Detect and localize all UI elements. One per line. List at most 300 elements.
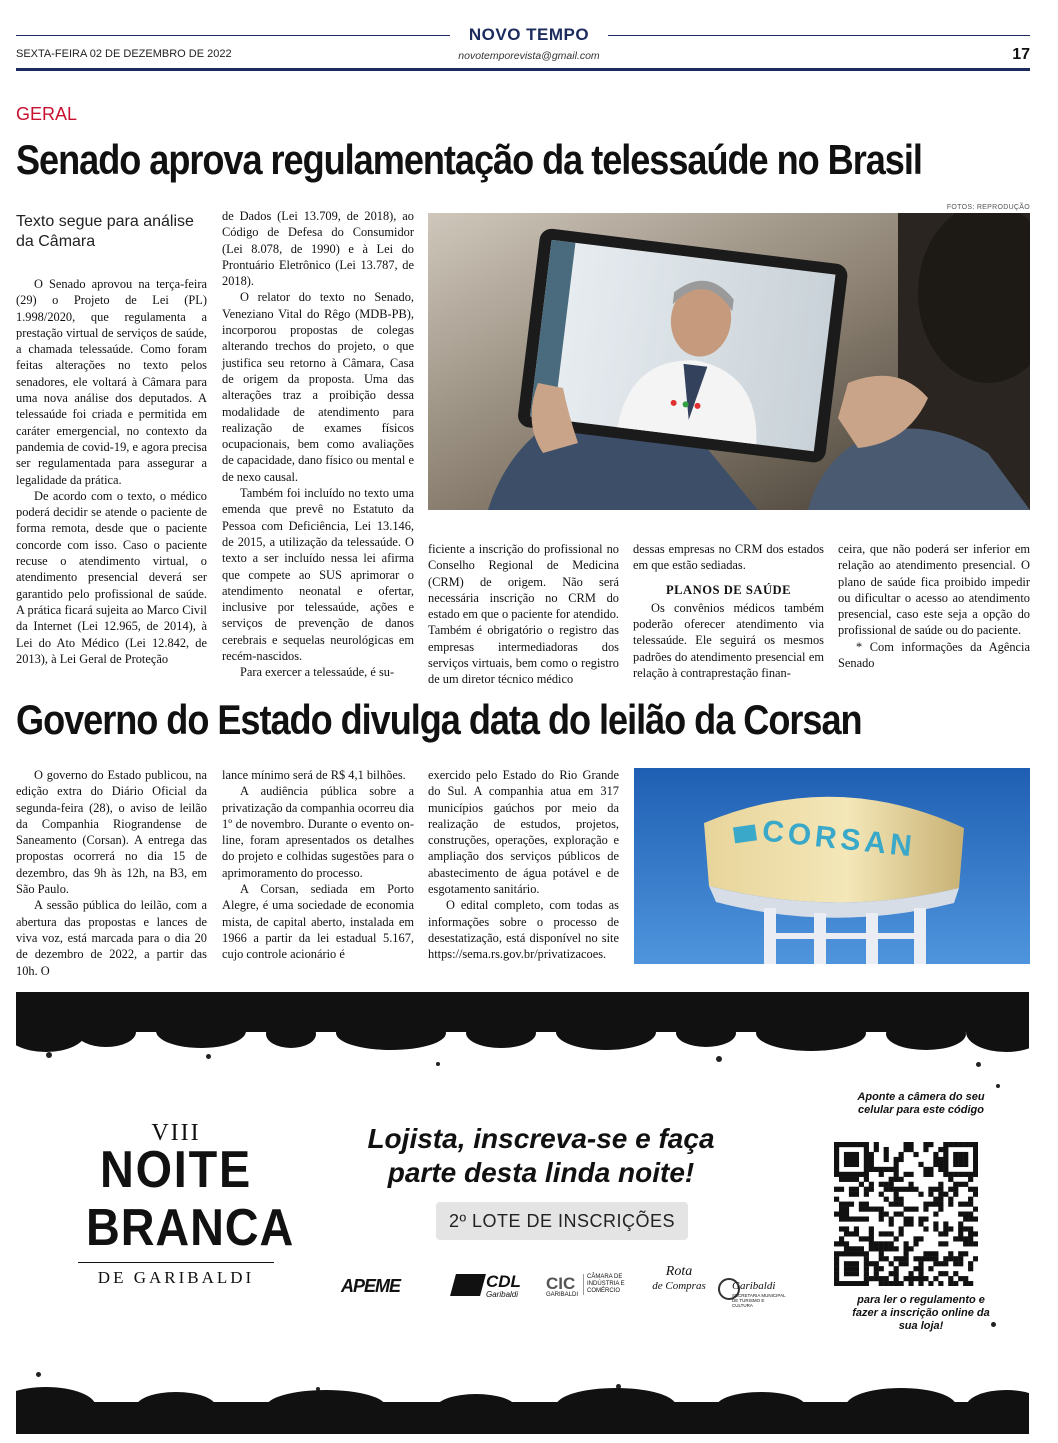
qr-module bbox=[933, 1162, 938, 1167]
qr-module bbox=[879, 1246, 884, 1251]
telehealth-illustration bbox=[428, 213, 1030, 510]
qr-module bbox=[938, 1167, 943, 1172]
paragraph: Também foi incluído no texto uma emenda que prevê no Estatuto da Pessoa com Deficiência, Lei 13.146, de 2015, a utilização da telessaúde. O texto a ser incluído nessa lei afirma que compete ao SUS aprimorar o atendimento neonatal e ofertar, inclusive por telessaúde, ações e serviços de prevenção de danos cerebrais e sequelas neurológicas em recém-nascidos. bbox=[222, 486, 414, 664]
qr-module bbox=[958, 1182, 963, 1187]
qr-module bbox=[884, 1276, 889, 1281]
qr-module bbox=[963, 1142, 968, 1147]
article2-column-3 bbox=[428, 767, 619, 963]
qr-module bbox=[839, 1207, 844, 1212]
qr-module bbox=[869, 1261, 874, 1266]
qr-module bbox=[938, 1207, 943, 1212]
qr-module bbox=[973, 1187, 978, 1192]
qr-module bbox=[859, 1207, 864, 1212]
qr-module bbox=[874, 1167, 879, 1172]
qr-module bbox=[854, 1177, 859, 1182]
qr-module bbox=[938, 1241, 943, 1246]
qr-module bbox=[834, 1152, 839, 1157]
qr-module bbox=[869, 1276, 874, 1281]
qr-module bbox=[923, 1276, 928, 1281]
qr-module bbox=[923, 1207, 928, 1212]
qr-module bbox=[844, 1271, 849, 1276]
qr-module bbox=[834, 1162, 839, 1167]
qr-module bbox=[859, 1172, 864, 1177]
corsan-tower-photo bbox=[634, 768, 1030, 964]
qr-module bbox=[899, 1202, 904, 1207]
qr-code[interactable] bbox=[834, 1142, 978, 1286]
paragraph: O Senado aprovou na terça-feira (29) o Projeto de Lei (PL) 1.998/2020, que regulamenta a prestação virtual de serviços de saúde, a chamada telessaúde. Como foram feitas alterações no texto pelos senadores, ele voltará à Câmara para uma nova análise dos deputados. A telessaúde foi criada e permitida em caráter emergencial, no contexto da pandemia de covid-19, e agora precisa ser regulamentada para assegurar a legalidade da prática. bbox=[16, 277, 207, 487]
paragraph: lance mínimo será de R$ 4,1 bilhões. bbox=[222, 768, 406, 782]
qr-module bbox=[869, 1207, 874, 1212]
qr-module bbox=[928, 1192, 933, 1197]
qr-module bbox=[923, 1251, 928, 1256]
qr-module bbox=[844, 1241, 849, 1246]
qr-module bbox=[879, 1281, 884, 1286]
qr-module bbox=[948, 1177, 953, 1182]
paragraph: de Dados (Lei 13.709, de 2018), ao Código de Defesa do Consumidor (Lei 8.078, de 1990) e à Lei do Prontuário Eletrônico (Lei 13.787, de 2018). bbox=[222, 209, 414, 289]
masthead-title: NOVO TEMPO bbox=[468, 25, 590, 44]
qr-module bbox=[958, 1172, 963, 1177]
qr-module bbox=[879, 1212, 884, 1217]
qr-module bbox=[943, 1231, 948, 1236]
qr-module bbox=[894, 1162, 899, 1167]
sponsor-cdl-sub: Garibaldi bbox=[486, 1290, 519, 1299]
qr-module bbox=[834, 1212, 839, 1217]
qr-module bbox=[908, 1221, 913, 1226]
qr-module bbox=[968, 1241, 973, 1246]
sponsor-garibaldi-sub: SECRETARIA MUNICIPAL DE TURISMO E CULTURA bbox=[732, 1293, 786, 1308]
qr-module bbox=[849, 1187, 854, 1192]
qr-module bbox=[854, 1261, 859, 1266]
qr-module bbox=[968, 1266, 973, 1271]
ink-blob bbox=[136, 1392, 216, 1422]
qr-module bbox=[968, 1177, 973, 1182]
ink-blob bbox=[676, 1019, 736, 1047]
qr-module bbox=[918, 1266, 923, 1271]
qr-module bbox=[958, 1152, 963, 1157]
qr-module bbox=[869, 1157, 874, 1162]
qr-module bbox=[834, 1281, 839, 1286]
qr-module bbox=[928, 1172, 933, 1177]
qr-module bbox=[879, 1241, 884, 1246]
qr-module bbox=[854, 1266, 859, 1271]
qr-module bbox=[884, 1212, 889, 1217]
qr-module bbox=[904, 1261, 909, 1266]
qr-module bbox=[849, 1152, 854, 1157]
qr-module bbox=[844, 1202, 849, 1207]
qr-module bbox=[864, 1281, 869, 1286]
qr-module bbox=[874, 1246, 879, 1251]
cdl-logo-icon bbox=[450, 1274, 486, 1296]
qr-module bbox=[849, 1192, 854, 1197]
qr-module bbox=[849, 1231, 854, 1236]
qr-module bbox=[973, 1142, 978, 1147]
article2-headline: Governo do Estado divulga data do leilão da Corsan bbox=[16, 696, 862, 743]
qr-module bbox=[933, 1152, 938, 1157]
qr-module bbox=[834, 1187, 839, 1192]
qr-module bbox=[963, 1236, 968, 1241]
ink-blob bbox=[556, 1388, 676, 1424]
qr-module bbox=[884, 1167, 889, 1172]
qr-module bbox=[908, 1246, 913, 1251]
qr-module bbox=[859, 1142, 864, 1147]
article1-headline: Senado aprova regulamentação da telessaúde no Brasil bbox=[16, 136, 922, 183]
ink-dot bbox=[436, 1062, 440, 1066]
qr-module bbox=[874, 1266, 879, 1271]
qr-module bbox=[953, 1236, 958, 1241]
qr-module bbox=[958, 1221, 963, 1226]
qr-module bbox=[933, 1276, 938, 1281]
qr-module bbox=[943, 1152, 948, 1157]
qr-module bbox=[968, 1281, 973, 1286]
qr-module bbox=[864, 1261, 869, 1266]
qr-module bbox=[948, 1226, 953, 1231]
qr-module bbox=[894, 1281, 899, 1286]
paragraph: A sessão pública do leilão, com a abertura das propostas e lances de viva voz, está marcada para o dia 20 de dezembro de 2022, a partir das 10h. O bbox=[16, 898, 207, 978]
qr-module bbox=[884, 1152, 889, 1157]
qr-module bbox=[963, 1241, 968, 1246]
subheading-planos: PLANOS DE SAÚDE bbox=[665, 582, 792, 597]
qr-module bbox=[973, 1231, 978, 1236]
qr-module bbox=[968, 1202, 973, 1207]
qr-module bbox=[854, 1157, 859, 1162]
event-edition: VIII bbox=[151, 1120, 201, 1146]
qr-module bbox=[923, 1172, 928, 1177]
qr-module bbox=[839, 1202, 844, 1207]
qr-module bbox=[958, 1256, 963, 1261]
qr-module bbox=[958, 1251, 963, 1256]
qr-module bbox=[839, 1172, 844, 1177]
qr-module bbox=[894, 1157, 899, 1162]
qr-module bbox=[968, 1197, 973, 1202]
qr-module bbox=[859, 1182, 864, 1187]
qr-module bbox=[963, 1226, 968, 1231]
qr-module bbox=[948, 1172, 953, 1177]
advertisement-noite-branca[interactable] bbox=[16, 992, 1029, 1434]
corsan-logo-text: CORSAN bbox=[760, 814, 918, 864]
qr-module bbox=[834, 1266, 839, 1271]
qr-module bbox=[854, 1152, 859, 1157]
qr-module bbox=[963, 1251, 968, 1256]
qr-module bbox=[864, 1172, 869, 1177]
qr-module bbox=[968, 1226, 973, 1231]
section-label: GERAL bbox=[16, 104, 78, 124]
qr-module bbox=[899, 1177, 904, 1182]
qr-module bbox=[904, 1256, 909, 1261]
paragraph: A audiência pública sobre a privatização da companhia ocorreu dia 1º de novembro. Durante o evento on-line, foram apresentados os detalhes do projeto e colhidas sugestões para o aprimoramento do processo. bbox=[222, 784, 414, 880]
qr-module bbox=[904, 1147, 909, 1152]
qr-module bbox=[864, 1266, 869, 1271]
qr-module bbox=[908, 1182, 913, 1187]
qr-module bbox=[884, 1281, 889, 1286]
qr-module bbox=[933, 1256, 938, 1261]
qr-module bbox=[864, 1256, 869, 1261]
qr-module bbox=[923, 1256, 928, 1261]
sponsor-garibaldi: Garibaldi bbox=[732, 1280, 776, 1292]
qr-module bbox=[899, 1261, 904, 1266]
qr-module bbox=[834, 1271, 839, 1276]
qr-module bbox=[973, 1207, 978, 1212]
qr-module bbox=[864, 1167, 869, 1172]
event-title-line1: NOITE bbox=[99, 1141, 253, 1199]
qr-module bbox=[958, 1261, 963, 1266]
paragraph: O edital completo, com todas as informações sobre o processo de desestatização, está disponível no site https://sema.rs.gov.br/privatizacoes. bbox=[428, 898, 619, 962]
qr-module bbox=[948, 1202, 953, 1207]
qr-module bbox=[904, 1172, 909, 1177]
ink-blob bbox=[156, 1014, 246, 1048]
qr-module bbox=[963, 1152, 968, 1157]
qr-module bbox=[948, 1197, 953, 1202]
article2-column-1 bbox=[16, 767, 207, 979]
qr-module bbox=[839, 1236, 844, 1241]
qr-module bbox=[854, 1246, 859, 1251]
qr-module bbox=[913, 1266, 918, 1271]
issue-date: SEXTA-FEIRA 02 DE DEZEMBRO DE 2022 bbox=[16, 48, 232, 60]
paragraph: O relator do texto no Senado, Veneziano Vital do Rêgo (MDB-PB), incorporou propostas de colegas alterando trechos do projeto, o que justifica seu retorno à Câmara, Casa de origem da proposta. Uma das alterações traz a proibição dessa modalidade de atendimento para realização de exames físicos ocupacionais, bem como avaliações de capacidade, dano físico ou mental e de nexo causal. bbox=[222, 290, 414, 484]
qr-module bbox=[973, 1152, 978, 1157]
ink-blob bbox=[756, 1015, 866, 1051]
qr-module bbox=[963, 1182, 968, 1187]
qr-module bbox=[894, 1187, 899, 1192]
qr-module bbox=[918, 1256, 923, 1261]
qr-module bbox=[968, 1142, 973, 1147]
qr-module bbox=[874, 1207, 879, 1212]
qr-module bbox=[864, 1271, 869, 1276]
qr-module bbox=[844, 1152, 849, 1157]
qr-module bbox=[844, 1212, 849, 1217]
qr-module bbox=[844, 1162, 849, 1167]
qr-module bbox=[894, 1266, 899, 1271]
qr-module bbox=[869, 1152, 874, 1157]
qr-module bbox=[904, 1246, 909, 1251]
qr-module bbox=[943, 1226, 948, 1231]
qr-module bbox=[854, 1226, 859, 1231]
qr-module bbox=[864, 1276, 869, 1281]
qr-module bbox=[963, 1212, 968, 1217]
ink-blob bbox=[886, 1018, 966, 1050]
qr-module bbox=[958, 1231, 963, 1236]
ad-slogan bbox=[346, 1122, 736, 1190]
qr-module bbox=[844, 1172, 849, 1177]
qr-module bbox=[904, 1251, 909, 1256]
qr-module bbox=[864, 1207, 869, 1212]
qr-module bbox=[973, 1167, 978, 1172]
qr-module bbox=[938, 1162, 943, 1167]
qr-module bbox=[958, 1162, 963, 1167]
qr-module bbox=[834, 1157, 839, 1162]
qr-module bbox=[973, 1147, 978, 1152]
qr-module bbox=[889, 1231, 894, 1236]
qr-module bbox=[933, 1197, 938, 1202]
sponsor-cic-sub: GARIBALDI bbox=[546, 1292, 579, 1298]
qr-module bbox=[874, 1142, 879, 1147]
qr-module bbox=[973, 1172, 978, 1177]
qr-module bbox=[938, 1202, 943, 1207]
qr-module bbox=[908, 1281, 913, 1286]
qr-module bbox=[844, 1231, 849, 1236]
qr-module bbox=[943, 1172, 948, 1177]
qr-module bbox=[879, 1276, 884, 1281]
qr-module bbox=[968, 1261, 973, 1266]
qr-module bbox=[859, 1202, 864, 1207]
qr-module bbox=[889, 1271, 894, 1276]
qr-module bbox=[864, 1147, 869, 1152]
qr-module bbox=[968, 1231, 973, 1236]
ad-slogan-line2: parte desta linda noite! bbox=[387, 1157, 695, 1188]
qr-module bbox=[953, 1142, 958, 1147]
ink-dot bbox=[976, 1062, 981, 1067]
qr-module bbox=[918, 1261, 923, 1266]
qr-module bbox=[874, 1261, 879, 1266]
qr-module bbox=[894, 1197, 899, 1202]
qr-module bbox=[943, 1157, 948, 1162]
article1-subhead: Texto segue para análise da Câmara bbox=[16, 213, 194, 250]
qr-module bbox=[894, 1276, 899, 1281]
event-title-line2: BRANCA bbox=[86, 1199, 295, 1257]
qr-module bbox=[953, 1172, 958, 1177]
qr-module bbox=[923, 1147, 928, 1152]
qr-module bbox=[904, 1142, 909, 1147]
qr-module bbox=[894, 1192, 899, 1197]
qr-module bbox=[854, 1192, 859, 1197]
qr-module bbox=[938, 1271, 943, 1276]
qr-module bbox=[854, 1251, 859, 1256]
qr-module bbox=[973, 1157, 978, 1162]
qr-module bbox=[933, 1202, 938, 1207]
qr-module bbox=[834, 1197, 839, 1202]
qr-module bbox=[854, 1271, 859, 1276]
qr-module bbox=[834, 1251, 839, 1256]
qr-module bbox=[968, 1212, 973, 1217]
qr-module bbox=[884, 1197, 889, 1202]
qr-module bbox=[844, 1216, 849, 1221]
qr-module bbox=[849, 1216, 854, 1221]
ink-blob bbox=[466, 1018, 536, 1048]
qr-module bbox=[899, 1256, 904, 1261]
qr-module bbox=[904, 1241, 909, 1246]
qr-module bbox=[864, 1157, 869, 1162]
qr-module bbox=[864, 1216, 869, 1221]
qr-module bbox=[958, 1157, 963, 1162]
lote-badge[interactable]: 2º LOTE DE INSCRIÇÕES bbox=[436, 1202, 688, 1240]
qr-module bbox=[928, 1251, 933, 1256]
qr-module bbox=[904, 1221, 909, 1226]
qr-module bbox=[958, 1226, 963, 1231]
qr-module bbox=[839, 1212, 844, 1217]
qr-module bbox=[933, 1212, 938, 1217]
qr-module bbox=[874, 1241, 879, 1246]
qr-module bbox=[864, 1251, 869, 1256]
qr-module bbox=[923, 1167, 928, 1172]
qr-module bbox=[938, 1197, 943, 1202]
qr-module bbox=[913, 1152, 918, 1157]
qr-module bbox=[879, 1192, 884, 1197]
qr-module bbox=[839, 1251, 844, 1256]
qr-module bbox=[968, 1236, 973, 1241]
qr-module bbox=[854, 1187, 859, 1192]
qr-module bbox=[869, 1182, 874, 1187]
qr-module bbox=[958, 1142, 963, 1147]
qr-module bbox=[854, 1142, 859, 1147]
qr-module bbox=[849, 1142, 854, 1147]
qr-module bbox=[844, 1281, 849, 1286]
qr-module bbox=[894, 1246, 899, 1251]
qr-instruction-bottom: para ler o regulamento e fazer a inscrição online da sua loja! bbox=[852, 1294, 990, 1332]
qr-module bbox=[834, 1172, 839, 1177]
qr-module bbox=[844, 1157, 849, 1162]
qr-module bbox=[908, 1187, 913, 1192]
qr-module bbox=[948, 1187, 953, 1192]
qr-module bbox=[953, 1281, 958, 1286]
qr-module bbox=[844, 1266, 849, 1271]
qr-module bbox=[943, 1167, 948, 1172]
qr-module bbox=[923, 1226, 928, 1231]
qr-module bbox=[874, 1271, 879, 1276]
qr-module bbox=[948, 1276, 953, 1281]
qr-module bbox=[973, 1256, 978, 1261]
qr-module bbox=[849, 1246, 854, 1251]
qr-module bbox=[963, 1157, 968, 1162]
qr-module bbox=[849, 1202, 854, 1207]
qr-module bbox=[844, 1177, 849, 1182]
qr-module bbox=[869, 1187, 874, 1192]
qr-module bbox=[889, 1216, 894, 1221]
qr-module bbox=[879, 1231, 884, 1236]
qr-code-graphic[interactable] bbox=[834, 1142, 978, 1286]
qr-module bbox=[943, 1221, 948, 1226]
qr-module bbox=[899, 1157, 904, 1162]
ink-blob bbox=[716, 1392, 806, 1422]
qr-module bbox=[913, 1256, 918, 1261]
qr-module bbox=[844, 1261, 849, 1266]
qr-module bbox=[849, 1162, 854, 1167]
qr-module bbox=[884, 1157, 889, 1162]
qr-module bbox=[953, 1256, 958, 1261]
qr-module bbox=[908, 1142, 913, 1147]
qr-module bbox=[908, 1172, 913, 1177]
qr-module bbox=[938, 1231, 943, 1236]
qr-module bbox=[839, 1177, 844, 1182]
qr-module bbox=[968, 1216, 973, 1221]
qr-module bbox=[894, 1256, 899, 1261]
qr-module bbox=[864, 1152, 869, 1157]
qr-module bbox=[884, 1241, 889, 1246]
qr-module bbox=[889, 1187, 894, 1192]
ink-blob bbox=[266, 1020, 316, 1048]
qr-module bbox=[913, 1241, 918, 1246]
qr-module bbox=[963, 1172, 968, 1177]
qr-module bbox=[854, 1281, 859, 1286]
qr-module bbox=[854, 1172, 859, 1177]
qr-module bbox=[943, 1162, 948, 1167]
qr-module bbox=[938, 1192, 943, 1197]
contact-email: novotemporevista@gmail.com bbox=[458, 50, 600, 62]
qr-module bbox=[928, 1266, 933, 1271]
event-divider bbox=[78, 1262, 274, 1263]
qr-module bbox=[953, 1182, 958, 1187]
qr-module bbox=[973, 1192, 978, 1197]
qr-module bbox=[923, 1216, 928, 1221]
qr-module bbox=[879, 1167, 884, 1172]
qr-module bbox=[908, 1207, 913, 1212]
qr-module bbox=[918, 1192, 923, 1197]
qr-module bbox=[899, 1281, 904, 1286]
ink-blob bbox=[966, 1012, 1029, 1052]
qr-module bbox=[839, 1241, 844, 1246]
qr-module bbox=[874, 1147, 879, 1152]
qr-module bbox=[889, 1167, 894, 1172]
qr-module bbox=[849, 1251, 854, 1256]
qr-module bbox=[963, 1276, 968, 1281]
